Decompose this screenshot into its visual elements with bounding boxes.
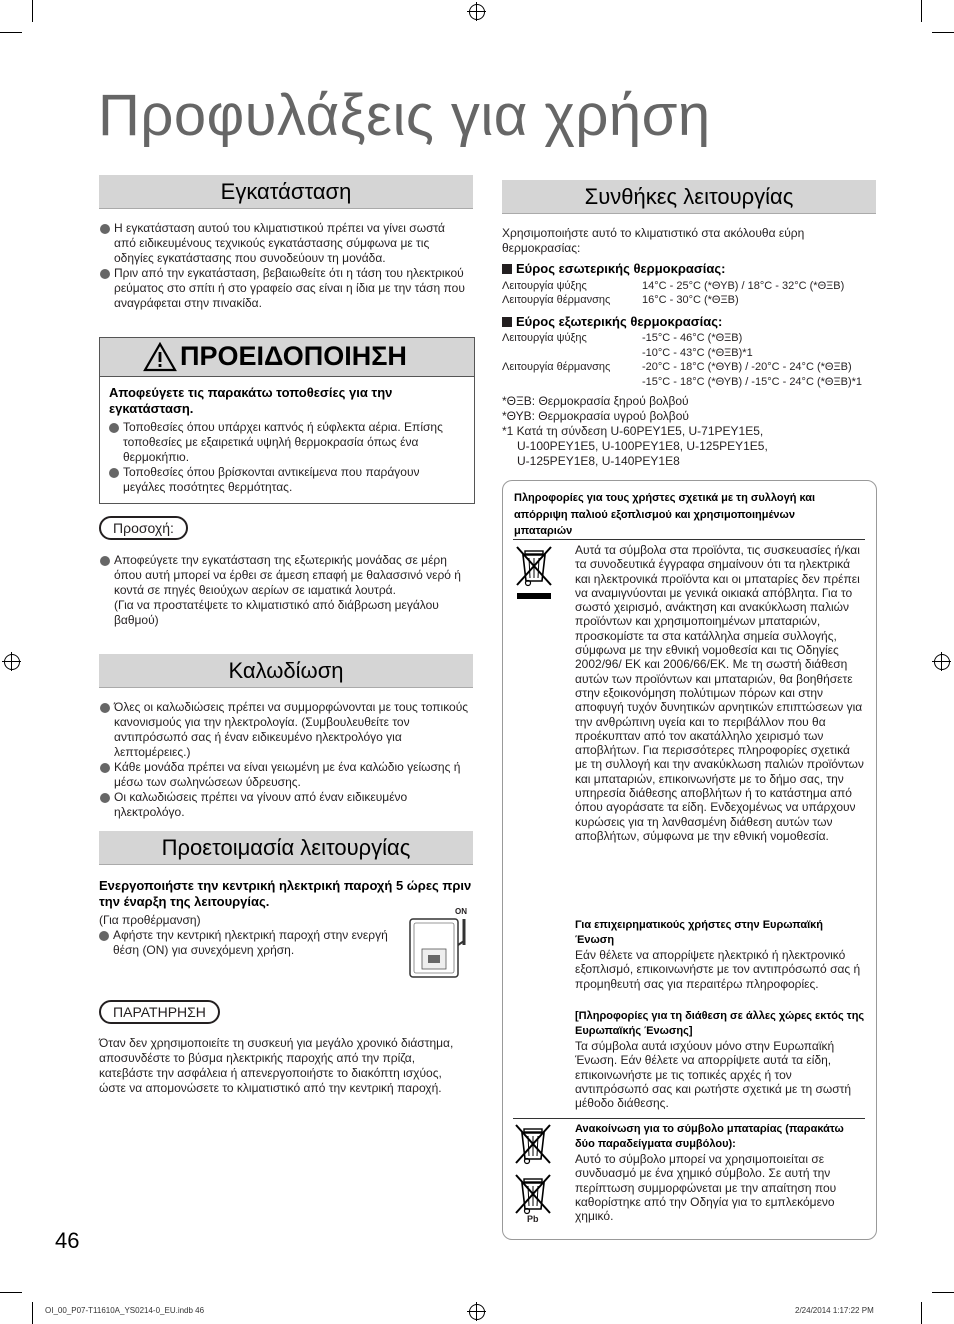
wiring-bullet-2: Κάθε μονάδα πρέπει να είναι γειωμένη με ένα καλώδιο γείωσης ή μέσω των σωληνώσεων ύδρευσης. bbox=[100, 760, 470, 790]
footer-timestamp: 2/24/2014 1:17:22 PM bbox=[795, 1306, 874, 1315]
installation-heading: Εγκατάσταση bbox=[99, 175, 473, 209]
indoor-row-mode: Λειτουργία ψύξης bbox=[502, 280, 587, 292]
warning-triangle-icon bbox=[143, 342, 177, 372]
outdoor-row-range: -15°C - 18°C (*ΘΥΒ) / -15°C - 24°C (*ΘΞΒ)*1 bbox=[642, 375, 862, 388]
preparation-text bbox=[99, 913, 389, 958]
crop-mark bbox=[932, 32, 954, 33]
caution-text bbox=[100, 553, 470, 628]
wiring-heading: Καλωδίωση bbox=[99, 654, 473, 688]
battery-symbol-text: Αυτό το σύμβολο μπορεί να χρησιμοποιείται σε συνδυασμό με ένα χημικό σύμβολο. Σε αυτή την περίπτωση συμμορφώνεται με την απαίτηση που καθορίστηκε από την Οδηγία για το εμπλεκόμενο χημικό. bbox=[575, 1152, 837, 1224]
outdoor-row-range: -15°C - 46°C (*ΘΞΒ) bbox=[642, 332, 743, 344]
footnote-wet-bulb: *ΘΥΒ: Θερμοκρασία υγρού βολβού bbox=[502, 409, 689, 423]
crop-mark bbox=[32, 1302, 33, 1324]
operating-footnotes bbox=[502, 394, 874, 469]
note-label: ΠΑΡΑΤΗΡΗΣΗ bbox=[99, 1000, 220, 1024]
indoor-row-range: 14°C - 25°C (*ΘΥΒ) / 18°C - 32°C (*ΘΞΒ) bbox=[642, 280, 845, 292]
crop-mark bbox=[0, 32, 22, 33]
warning-box bbox=[99, 337, 475, 504]
preparation-heading: Προετοιμασία λειτουργίας bbox=[99, 831, 473, 865]
footer-file-info: OI_00_P07-T11610A_YS0214-0_EU.indb 46 bbox=[45, 1306, 205, 1315]
crossed-bin-pb-icon bbox=[513, 1173, 553, 1217]
warning-intro: Αποφεύγετε τις παρακάτω τοποθεσίες για την εγκατάσταση. bbox=[109, 385, 393, 416]
outdoor-row-mode bbox=[502, 375, 642, 390]
divider bbox=[513, 1118, 865, 1119]
outdoor-row bbox=[502, 331, 882, 346]
crop-mark bbox=[0, 1292, 22, 1293]
operating-intro: Χρησιμοποιήστε αυτό το κλιματιστικό στα ακόλουθα εύρη θερμοκρασίας: bbox=[502, 226, 805, 255]
indoor-range-title-text: Εύρος εσωτερικής θερμοκρασίας: bbox=[516, 261, 726, 276]
installation-bullet-2: Πριν από την εγκατάσταση, βεβαιωθείτε ότι η τάση του ηλεκτρικού ρεύματος στο σπίτι ή στο γραφείο σας είναι η ίδια με την τάση που αναγράφεται στην πινακίδα. bbox=[100, 266, 470, 311]
wiring-list bbox=[100, 700, 470, 820]
outdoor-range-table bbox=[502, 331, 882, 389]
square-bullet-icon bbox=[502, 317, 512, 327]
crop-mark bbox=[32, 0, 33, 22]
indoor-range-title bbox=[502, 261, 725, 276]
installation-bullet-1: Η εγκατάσταση αυτού του κλιματιστικού πρέπει να γίνει σωστά από ειδικευμένους τεχνικούς εγκατάστασης σύμφωνα με τις οδηγίες εγκατάστασης που συνοδεύουν τη μονάδα. bbox=[100, 221, 470, 266]
wiring-bullet-1: Όλες οι καλωδιώσεις πρέπει να συμμορφώνονται με τους τοπικούς κανονισμούς για την ηλεκτρολογία. (Συμβουλευθείτε τον αντιπρόσωπό σας ή έναν ειδικευμένο ηλεκτρολόγο για λεπτομέρειες.) bbox=[100, 700, 470, 760]
crossed-bin-icon bbox=[514, 545, 554, 601]
warning-title: ΠΡΟΕΙΔΟΠΟΙΗΣΗ bbox=[180, 341, 407, 371]
indoor-row-mode: Λειτουργία θέρμανσης bbox=[502, 294, 611, 306]
preparation-bold-text: Ενεργοποιήστε την κεντρική ηλεκτρική παροχή 5 ώρες πριν την έναρξη της λειτουργίας. bbox=[99, 878, 472, 909]
divider bbox=[513, 539, 865, 540]
footnote-models-cont: U-100PEY1E5, U-100PEY1E8, U-125PEY1E5, bbox=[517, 439, 768, 453]
outdoor-range-title bbox=[502, 314, 722, 329]
disposal-title: Πληροφορίες για τους χρήστες σχετικά με τη συλλογή και απόρριψη παλιού εξοπλισμού και χρησιμοποιημένων μπαταριών bbox=[514, 492, 816, 537]
outdoor-row-range: -10°C - 43°C (*ΘΞΒ)*1 bbox=[642, 346, 753, 359]
outside-eu-title: [Πληροφορίες για τη διάθεση σε άλλες χώρες εκτός της Ευρωπαϊκής Ένωσης] bbox=[575, 1010, 865, 1037]
outside-eu-text: Τα σύμβολα αυτά ισχύουν μόνο στην Ευρωπαϊκή Ένωση. Εάν θέλετε να απορρίψετε αυτά τα είδη, επικοινωνήστε με τις τοπικές αρχές ή τον αντιπρόσωπό σας και ρωτήστε σχετικά με τη σωστή μέθοδο διάθεσης. bbox=[575, 1039, 852, 1111]
preparation-sub: (Για προθέρμανση) bbox=[99, 913, 201, 927]
square-bullet-icon bbox=[502, 264, 512, 274]
indoor-row-range: 16°C - 30°C (*ΘΞΒ) bbox=[642, 294, 739, 306]
breaker-switch-icon bbox=[408, 915, 470, 981]
registration-mark-icon bbox=[469, 4, 485, 20]
crop-mark bbox=[921, 0, 922, 22]
outdoor-row-mode bbox=[502, 346, 642, 361]
outdoor-row-mode: Λειτουργία ψύξης bbox=[502, 332, 587, 344]
note-text: Όταν δεν χρησιμοποιείτε τη συσκευή για μεγάλο χρονικό διάστημα, αποσυνδέστε το βύσμα ηλεκτρικής παροχής από την πρίζα, κατεβάστε την ασφάλεια ή απενεργοποιήστε το διακόπτη ισχύος, ώστε να απομονώσετε το κλιματιστικό από την κεντρική παροχή. bbox=[99, 1036, 454, 1095]
outdoor-row-range: -20°C - 18°C (*ΘΥΒ) / -20°C - 24°C (*ΘΞΒ) bbox=[642, 361, 852, 373]
crop-mark bbox=[921, 1302, 922, 1324]
outdoor-row bbox=[502, 375, 882, 390]
page-title: Προφυλάξεις για χρήση bbox=[98, 83, 711, 148]
footnote-models-cont: U-125PEY1E8, U-140PEY1E8 bbox=[517, 454, 680, 468]
outdoor-range-title-text: Εύρος εξωτερικής θερμοκρασίας: bbox=[516, 314, 723, 329]
footnote-dry-bulb: *ΘΞΒ: Θερμοκρασία ξηρού βολβού bbox=[502, 394, 689, 408]
crossed-bin-battery-icon bbox=[513, 1123, 553, 1167]
registration-mark-icon bbox=[469, 1304, 485, 1320]
caution-bullet: Αποφεύγετε την εγκατάσταση της εξωτερικής μονάδας σε μέρη όπου αυτή μπορεί να έρθει σε άμεση επαφή με θαλασσινό νερό ή κοντά σε πηγές θειούχων αερίων σε ιαματικά λουτρά. bbox=[100, 553, 470, 598]
business-users-text: Εάν θέλετε να απορρίψετε ηλεκτρικό ή ηλεκτρονικό εξοπλισμό, επικοινωνήστε με τον αντιπρόσωπό σας ή προμηθευτή σας για περαιτέρω πληροφορίες. bbox=[575, 948, 861, 991]
pb-label: Pb bbox=[527, 1214, 539, 1224]
disposal-info-box bbox=[502, 480, 877, 1240]
registration-mark-icon bbox=[4, 654, 20, 670]
crop-mark bbox=[932, 1292, 954, 1293]
business-users-title: Για επιχειρηματικούς χρήστες στην Ευρωπαϊκή Ένωση bbox=[575, 919, 824, 946]
preparation-bullet: Αφήστε την κεντρική ηλεκτρική παροχή στην ενεργή θέση (ON) για συνεχόμενη χρήση. bbox=[99, 928, 389, 958]
warning-bullet-2: Τοποθεσίες όπου βρίσκονται αντικείμενα που παράγουν μεγάλες ποσότητες θερμότητας. bbox=[109, 465, 461, 495]
caution-note: (Για να προστατέψετε το κλιματιστικό από διάβρωση μεγάλου βαθμού) bbox=[114, 598, 439, 627]
page-number: 46 bbox=[55, 1228, 80, 1253]
wiring-bullet-3: Οι καλωδιώσεις πρέπει να γίνουν από έναν ειδικευμένο ηλεκτρολόγο. bbox=[100, 790, 470, 820]
installation-list bbox=[100, 221, 470, 311]
warning-header bbox=[100, 338, 474, 377]
warning-list bbox=[109, 420, 461, 495]
warning-bullet-1: Τοποθεσίες όπου υπάρχει καπνός ή εύφλεκτα αέρια. Επίσης τοποθεσίες με εξαιρετικά υψηλή θερμοκρασία όπως ένα θερμοκήπιο. bbox=[109, 420, 461, 465]
indoor-row bbox=[502, 293, 874, 307]
registration-mark-icon bbox=[934, 654, 950, 670]
caution-label: Προσοχή: bbox=[99, 516, 188, 540]
indoor-range-table bbox=[502, 279, 874, 307]
footnote-models: *1 Κατά τη σύνδεση U-60PEY1E5, U-71PEY1E5, bbox=[502, 424, 764, 438]
battery-symbol-title: Ανακοίνωση για το σύμβολο μπαταρίας (παρακάτω δύο παραδείγματα συμβόλου): bbox=[575, 1123, 844, 1150]
indoor-row bbox=[502, 279, 874, 293]
operating-heading: Συνθήκες λειτουργίας bbox=[502, 180, 876, 214]
outdoor-row bbox=[502, 360, 882, 375]
disposal-body: Αυτά τα σύμβολα στα προϊόντα, τις συσκευασίες ή/και τα συνοδευτικά έγγραφα σημαίνουν ότι τα ηλεκτρικά και ηλεκτρονικά προϊόντα και οι μπαταρίες δεν πρέπει να αναμιγνύονται με γενικά οικιακά απόβλητα. Για το σωστό χειρισμό, ανάκτηση και ανακύκλωση παλιών προϊόντων και χρησιμοποιημένων μπαταριών, προσκομίστε τα στα κατάλληλα σημεία συλλογής, σύμφωνα με την εθνική νομοθεσία και τις Οδηγίες 2002/96/ ΕΚ και 2006/66/ΕΚ. Με τη σωστή διάθεση αυτών των προϊόντων και μπαταριών, θα βοηθήσετε στην εξοικονόμηση πολύτιμων πόρων και στην αποφυγή τυχόν δυνητικών αρνητικών επιπτώσεων για την ανθρώπινη υγεία και το περιβάλλον που θα προέκυπταν από τον ακατάλληλο χειρισμό των αποβλήτων. Για περισσότερες πληροφορίες σχετικά με τη συλλογή και την ανακύκλωση παλιών προϊόντων και μπαταριών, επικοινωνήστε με το δήμο σας, την υπηρεσία διάθεσης αποβλήτων ή το κατάστημα από όπου αγοράσατε τα είδη. Ενδεχομένως να υπάρχουν κυρώσεις για τη λανθασμένη διάθεση αυτών των αποβλήτων, σύμφωνα με την εθνική νομοθεσία. bbox=[575, 543, 864, 843]
on-label: ON bbox=[455, 907, 467, 916]
outdoor-row-mode: Λειτουργία θέρμανσης bbox=[502, 361, 611, 373]
outdoor-row bbox=[502, 346, 882, 361]
